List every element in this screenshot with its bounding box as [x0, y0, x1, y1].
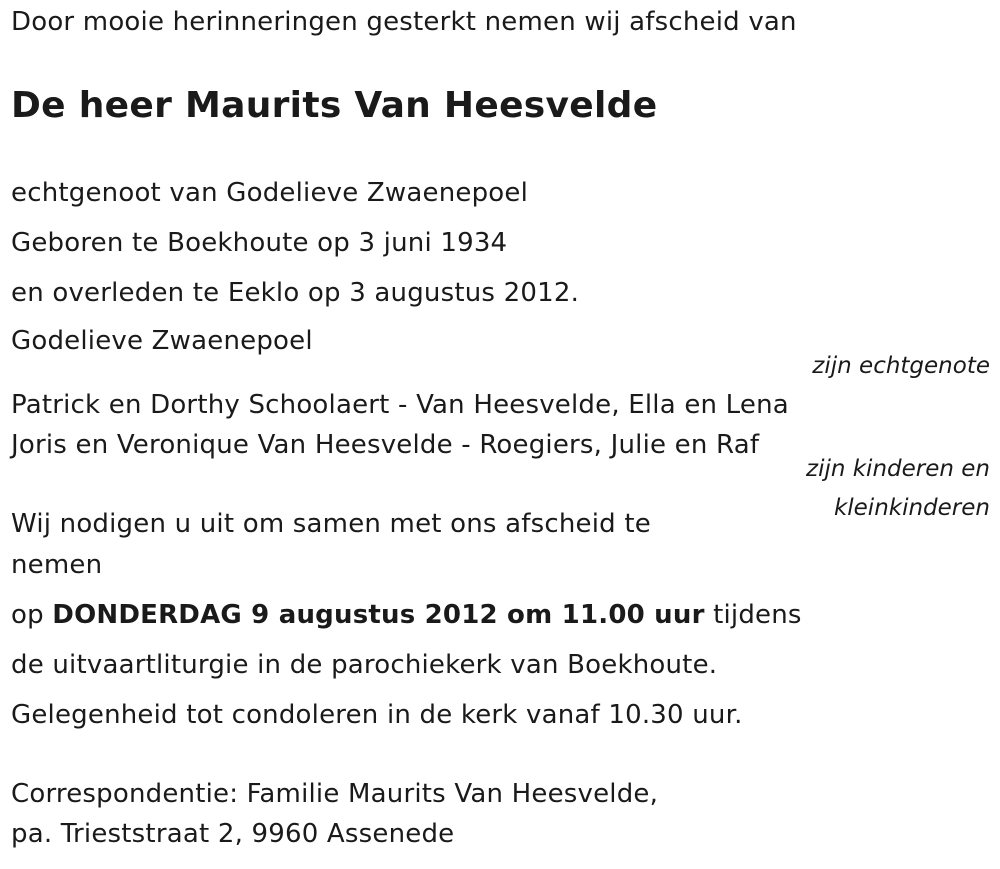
date-suffix: tijdens [704, 600, 802, 630]
spouse-name: Godelieve Zwaenepoel [11, 326, 313, 356]
children-line-1: Patrick en Dorthy Schoolaert - Van Heesvelde, Ella en Lena [11, 390, 789, 420]
correspondence-line-1: Correspondentie: Familie Maurits Van Heesvelde, [11, 779, 659, 809]
died-line: en overleden te Eeklo op 3 augustus 2012. [11, 278, 580, 308]
correspondence-address: pa. Trieststraat 2, 9960 Assenede [11, 819, 455, 849]
invitation-line-2: nemen [11, 550, 103, 580]
invitation-line-5: Gelegenheid tot condoleren in de kerk vanaf 10.30 uur. [11, 700, 743, 730]
spouse-role: zijn echtgenote [812, 353, 990, 379]
spouse-line: echtgenoot van Godelieve Zwaenepoel [11, 178, 529, 208]
children-role-line-2: kleinkinderen [833, 495, 990, 521]
intro-text: Door mooie herinneringen gesterkt nemen wij afscheid van [11, 7, 797, 37]
born-line: Geboren te Boekhoute op 3 juni 1934 [11, 228, 508, 258]
ceremony-date: DONDERDAG 9 augustus 2012 om 11.00 uur [52, 600, 705, 630]
invitation-date-line [11, 599, 802, 631]
deceased-name: De heer Maurits Van Heesvelde [11, 85, 658, 126]
date-prefix: op [11, 600, 53, 630]
children-role-line-1: zijn kinderen en [806, 456, 990, 482]
invitation-line-4: de uitvaartliturgie in de parochiekerk van Boekhoute. [11, 650, 718, 680]
children-line-2: Joris en Veronique Van Heesvelde - Roegiers, Julie en Raf [11, 430, 760, 460]
invitation-line-1: Wij nodigen u uit om samen met ons afscheid te [11, 509, 651, 539]
